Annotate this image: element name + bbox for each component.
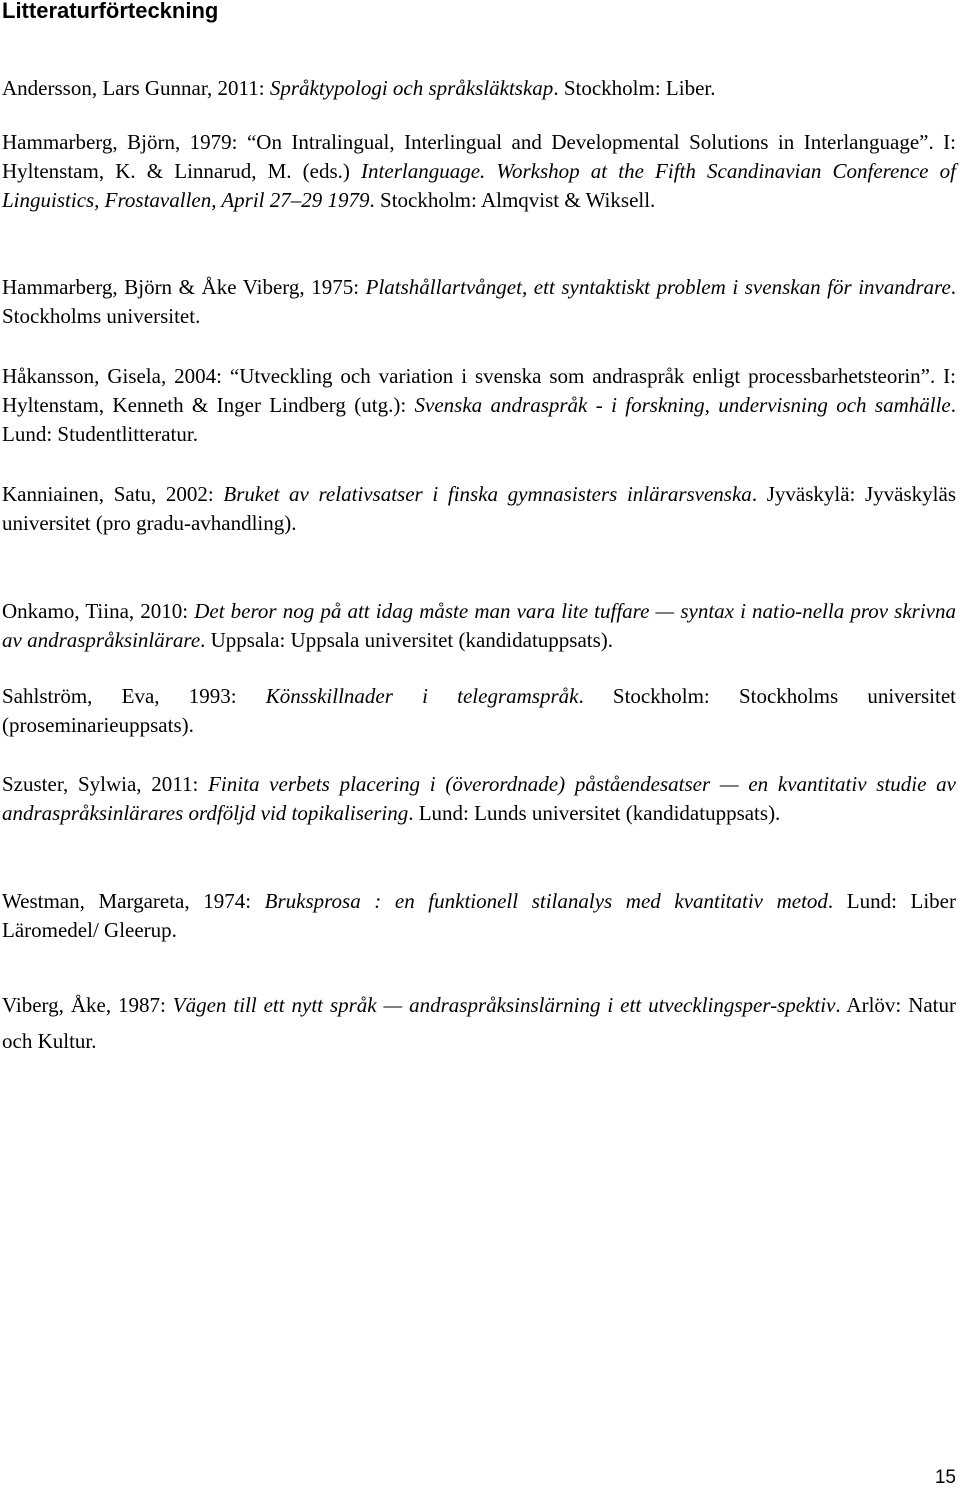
reference-title: Svenska andraspråk - i forskning, undervisning och samhälle — [414, 393, 951, 417]
reference-text: . Uppsala: Uppsala universitet (kandidatuppsats). — [200, 628, 614, 652]
page-number: 15 — [934, 1467, 956, 1488]
reference-entry-andersson — [2, 74, 956, 103]
reference-text: Westman, Margareta, 1974: — [2, 889, 265, 913]
reference-text: Hammarberg, Björn & Åke Viberg, 1975: — [2, 275, 366, 299]
reference-text: . Lund: Liber Läromedel/ Gleerup. — [2, 889, 956, 942]
reference-title: Platshållartvånget, ett syntaktiskt problem i svenskan för invandrare — [365, 275, 951, 299]
reference-text: Andersson, Lars Gunnar, 2011: — [2, 76, 270, 100]
reference-text: Hammarberg, Björn, 1979: “On Intralingual, Interlingual and Developmental Solutions in Interlanguage”. I: Hyltenstam, K. & Linnarud, M. (eds.) — [2, 130, 956, 183]
reference-text: Viberg, Åke, 1987: — [2, 993, 173, 1017]
reference-entry-hammarberg-viberg — [2, 273, 956, 331]
reference-title: Könsskillnader i telegramspråk — [265, 684, 579, 708]
reference-text: . Lund: Studentlitteratur. — [2, 393, 956, 446]
reference-text: Kanniainen, Satu, 2002: — [2, 482, 224, 506]
reference-text: . Stockholm: Liber. — [553, 76, 716, 100]
reference-title: Bruksprosa : en funktionell stilanalys med kvantitativ metod — [264, 889, 828, 913]
reference-text: . Stockholms universitet. — [2, 275, 957, 328]
reference-entry-viberg — [2, 987, 956, 1059]
reference-text: . Stockholm: Almqvist & Wiksell. — [369, 188, 656, 212]
reference-text: . Lund: Lunds universitet (kandidatuppsats). — [408, 801, 781, 825]
reference-title: Det beror nog på att idag måste man vara lite tuffare — syntax i natio-nella prov skrivna av andraspråksinlärare — [2, 599, 956, 652]
reference-text: . Stockholm: Stockholms universitet (proseminarieuppsats). — [2, 684, 956, 737]
reference-entry-sahlstrom — [2, 682, 956, 740]
reference-text: Onkamo, Tiina, 2010: — [2, 599, 195, 623]
reference-entry-onkamo — [2, 597, 956, 655]
reference-title: Finita verbets placering i (överordnade) påståendesatser — en kvantitativ studie av andraspråksinlärares ordföljd vid topikalisering — [2, 772, 956, 825]
page-title: Litteraturförteckning — [2, 0, 219, 23]
reference-title: Vägen till ett nytt språk — andraspråksinslärning i ett utvecklingsper-spektiv — [172, 993, 836, 1017]
reference-title: Bruket av relativsatser i finska gymnasisters inlärarsvenska — [223, 482, 752, 506]
reference-entry-kanniainen — [2, 480, 956, 538]
reference-text: Håkansson, Gisela, 2004: “Utveckling och variation i svenska som andraspråk enligt processbarhetsteorin”. I: Hyltenstam, Kenneth & Inger Lindberg (utg.): — [2, 364, 956, 417]
reference-entry-hakansson — [2, 362, 956, 449]
reference-text: Sahlström, Eva, 1993: — [2, 684, 266, 708]
reference-entry-westman — [2, 887, 956, 945]
reference-text: . Arlöv: Natur och Kultur. — [2, 993, 957, 1053]
reference-title: Språktypologi och språksläktskap — [269, 76, 554, 100]
reference-entry-hammarberg-1979 — [2, 128, 956, 215]
reference-title: Interlanguage. Workshop at the Fifth Scandinavian Conference of Linguistics, Frostavallen, April 27–29 1979 — [2, 159, 956, 212]
reference-entry-szuster — [2, 770, 956, 828]
reference-text: . Jyväskylä: Jyväskyläs universitet (pro gradu-avhandling). — [2, 482, 957, 535]
reference-text: Szuster, Sylwia, 2011: — [2, 772, 209, 796]
